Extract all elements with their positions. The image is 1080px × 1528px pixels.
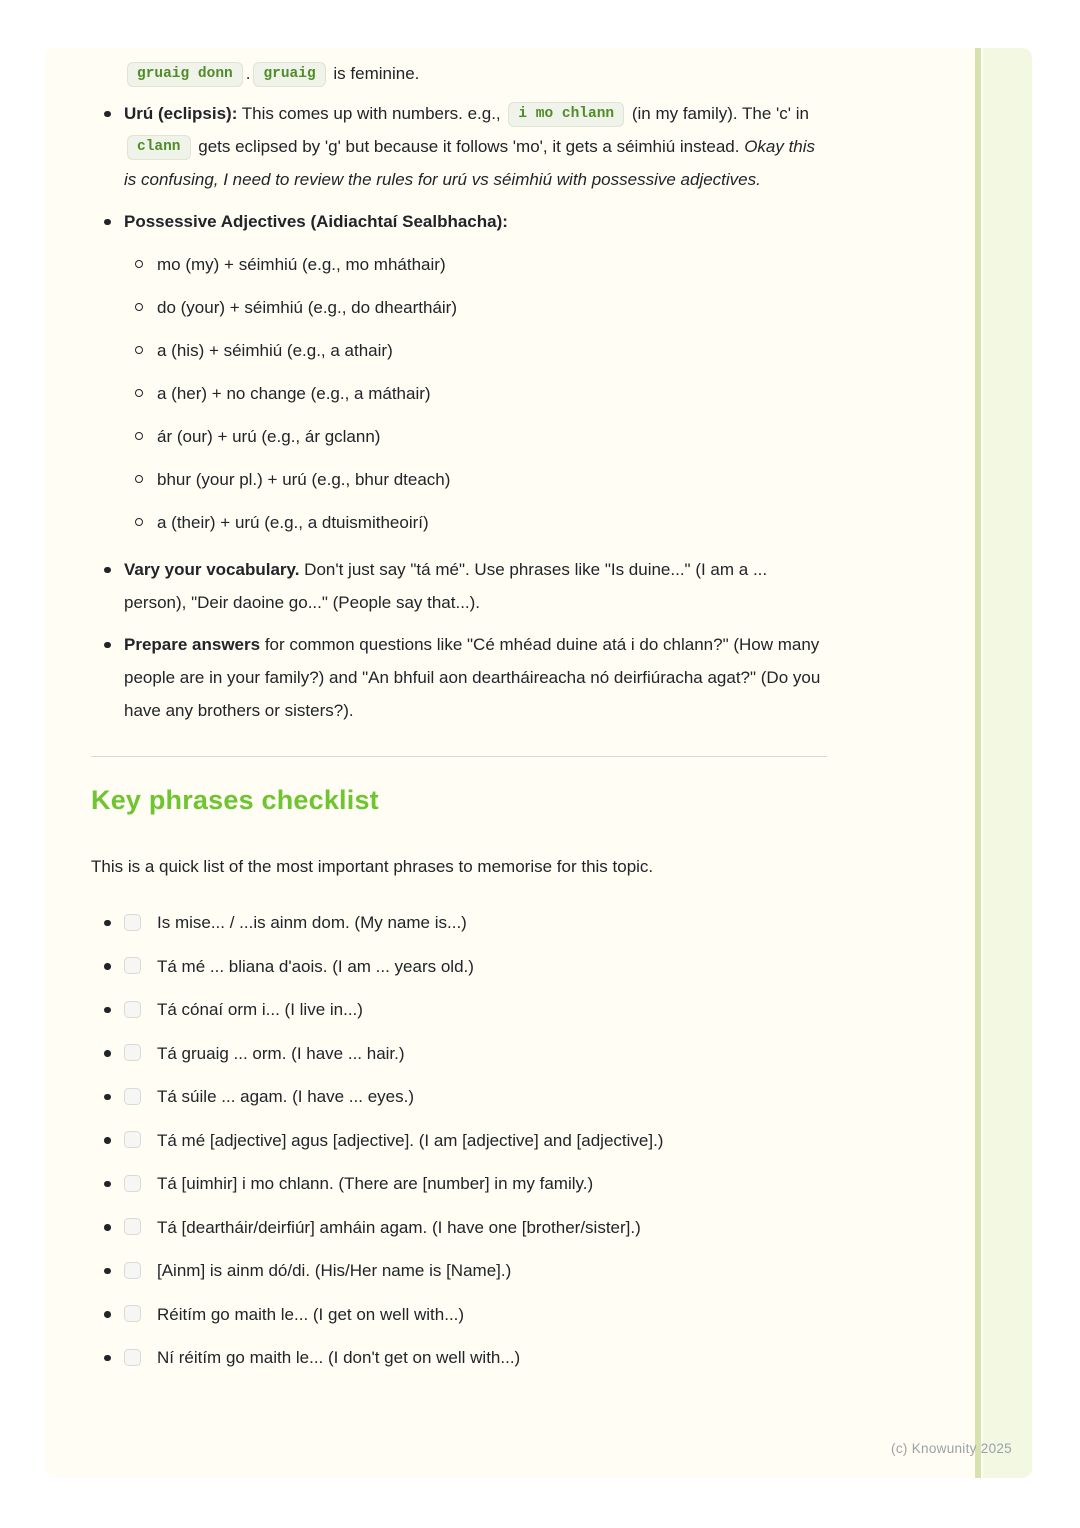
list-item-text: a (her) + no change (e.g., a máthair) <box>157 384 431 403</box>
list-item-text: bhur (your pl.) + urú (e.g., bhur dteach) <box>157 470 451 489</box>
section-intro: This is a quick list of the most important phrases to memorise for this topic. <box>91 857 654 876</box>
section-heading: Key phrases checklist <box>91 785 379 815</box>
list-item-text: a (his) + séimhiú (e.g., a athair) <box>157 341 393 360</box>
bullet-possessive <box>91 205 827 539</box>
vary-text: Don't just say "tá mé". Use phrases like "Is duine..." (I am a ... person), "Deir daoine go..." (People say that...). <box>124 560 768 612</box>
checklist-item-text: Tá mé ... bliana d'aois. (I am ... years old.) <box>157 956 474 976</box>
checklist-item <box>91 1211 827 1244</box>
notes-content <box>91 48 827 1385</box>
list-item <box>124 377 827 410</box>
possessive-label: Possessive Adjectives (Aidiachtaí Sealbhacha): <box>124 212 508 231</box>
checkbox[interactable] <box>124 957 141 974</box>
checkbox[interactable] <box>124 1262 141 1279</box>
key-phrases-checklist <box>91 906 827 1374</box>
checklist-item-text: Tá cónaí orm i... (I live in...) <box>157 1000 363 1019</box>
uru-label: Urú (eclipsis): <box>124 104 238 123</box>
bullet-vary <box>91 553 827 619</box>
checklist-item-text: Réitím go maith le... (I get on well with...) <box>157 1304 465 1324</box>
checklist-item <box>91 1080 827 1113</box>
list-item <box>124 463 827 496</box>
checklist-item <box>91 950 827 983</box>
tips-list <box>91 97 827 727</box>
uru-note: Okay this is confusing, I need to review the rules for urú vs séimhiú with possessive adjectives. <box>124 137 816 189</box>
checklist-item <box>91 1167 827 1200</box>
checklist-item <box>91 1124 827 1157</box>
checkbox[interactable] <box>124 1001 141 1018</box>
checkbox[interactable] <box>124 1349 141 1366</box>
checkbox[interactable] <box>124 1305 141 1322</box>
code-chip: i mo chlann <box>508 102 624 127</box>
list-item-text: ár (our) + urú (e.g., ár gclann) <box>157 427 381 446</box>
list-item <box>124 420 827 453</box>
list-item-text: mo (my) + séimhiú (e.g., mo mháthair) <box>157 255 446 274</box>
lead-dot: . <box>245 64 251 83</box>
list-item <box>124 334 827 367</box>
checklist-item-text: Tá [uimhir] i mo chlann. (There are [number] in my family.) <box>157 1174 594 1193</box>
checkbox[interactable] <box>124 1175 141 1192</box>
checkbox[interactable] <box>124 1218 141 1235</box>
list-item <box>124 291 827 324</box>
checklist-item <box>91 1037 827 1070</box>
checklist-item-text: [Ainm] is ainm dó/di. (His/Her name is [Name].) <box>157 1261 512 1280</box>
vary-label: Vary your vocabulary. <box>124 560 300 579</box>
right-gutter <box>975 48 1032 1478</box>
checklist-item-text: Tá gruaig ... orm. (I have ... hair.) <box>157 1043 405 1063</box>
divider <box>91 756 827 757</box>
checkbox[interactable] <box>124 1088 141 1105</box>
checklist-item <box>91 1298 827 1331</box>
watermark: (c) Knowunity 2025 <box>891 1441 1012 1456</box>
checklist-item-text: Ní réitím go maith le... (I don't get on well with...) <box>157 1348 521 1367</box>
checklist-item <box>91 906 827 939</box>
checkbox[interactable] <box>124 1131 141 1148</box>
checklist-item-text: Is mise... / ...is ainm dom. (My name is...) <box>157 913 467 932</box>
lead-text: is feminine. <box>328 64 420 83</box>
bullet-uru <box>91 97 827 196</box>
checklist-item <box>91 1341 827 1374</box>
uru-text: This comes up with numbers. e.g., <box>237 104 506 123</box>
checkbox[interactable] <box>124 1044 141 1061</box>
code-chip: clann <box>127 135 191 160</box>
checkbox[interactable] <box>124 914 141 931</box>
code-chip: gruaig <box>253 62 325 87</box>
list-item <box>124 248 827 281</box>
list-item-text: a (their) + urú (e.g., a dtuismitheoirí) <box>157 513 429 532</box>
code-chip: gruaig donn <box>127 62 243 87</box>
uru-text: gets eclipsed by 'g' but because it follows 'mo', it gets a séimhiú instead. <box>193 137 745 156</box>
bullet-prepare <box>91 628 827 727</box>
possessive-sublist <box>124 248 827 539</box>
lead-line <box>124 57 827 90</box>
prepare-label: Prepare answers <box>124 635 261 654</box>
uru-text: (in my family). The 'c' in <box>627 104 809 123</box>
checklist-item-text: Tá mé [adjective] agus [adjective]. (I am [adjective] and [adjective].) <box>157 1130 664 1150</box>
list-item <box>124 506 827 539</box>
checklist-item <box>91 993 827 1026</box>
checklist-item <box>91 1254 827 1287</box>
checklist-item-text: Tá [deartháir/deirfiúr] amháin agam. (I have one [brother/sister].) <box>157 1217 641 1237</box>
list-item-text: do (your) + séimhiú (e.g., do dheartháir) <box>157 298 458 317</box>
prepare-text: for common questions like "Cé mhéad duine atá i do chlann?" (How many people are in your family?) and "An bhfuil aon deartháireacha nó deirfiúracha agat?" (Do you have any brothers or sisters?). <box>124 635 821 720</box>
checklist-item-text: Tá súile ... agam. (I have ... eyes.) <box>157 1087 414 1106</box>
notes-card <box>45 48 1032 1478</box>
